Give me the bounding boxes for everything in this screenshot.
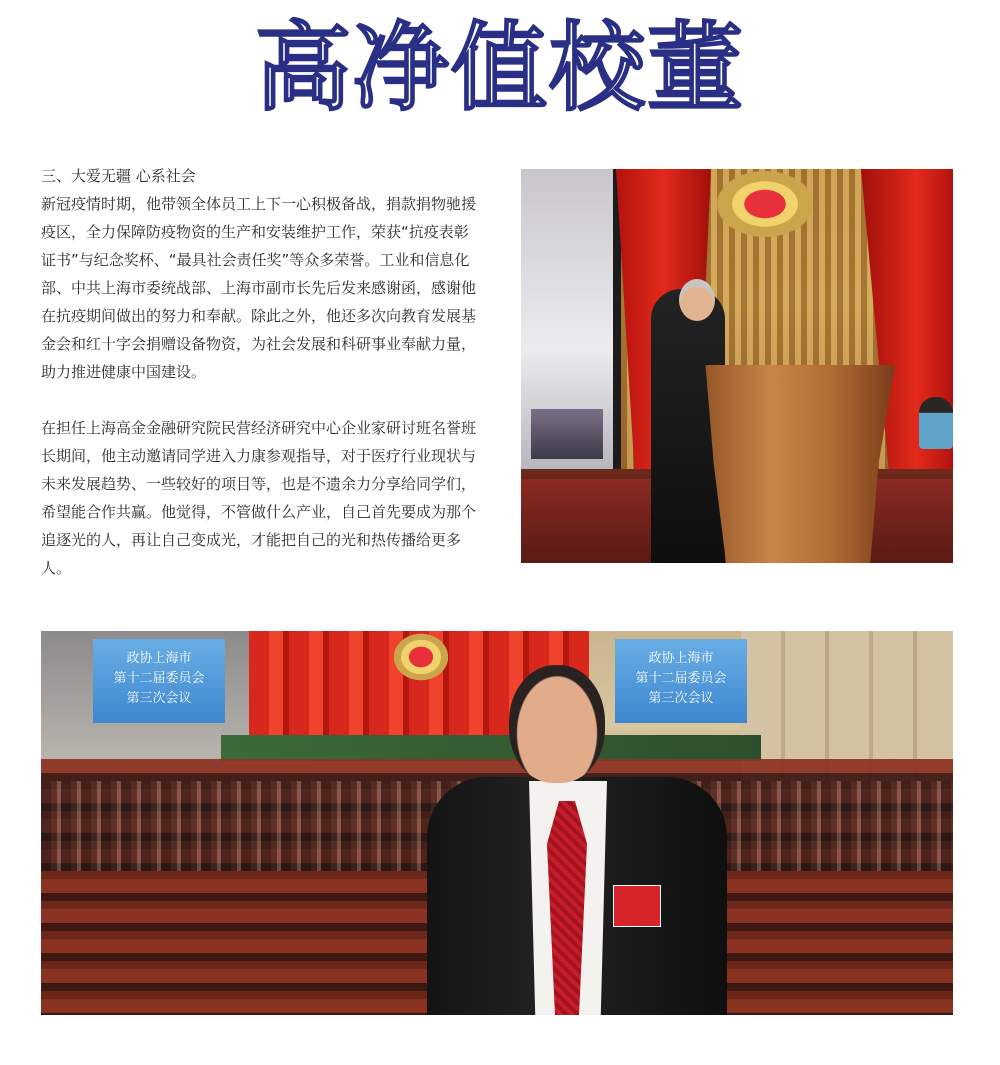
speaker-head <box>679 279 715 321</box>
screen-right-line-3: 第三次会议 <box>648 691 714 706</box>
page-title: 高净值校董 <box>255 12 745 124</box>
article-text <box>41 162 481 582</box>
emblem-icon <box>393 633 449 681</box>
seated-attendee <box>919 397 953 449</box>
person-head <box>509 665 605 783</box>
screen-right-line-1: 政协上海市 <box>648 651 714 666</box>
emblem-icon <box>717 171 813 237</box>
assembly-hall-photo <box>41 631 953 1015</box>
podium-speech-photo <box>521 169 953 563</box>
screen-left-line-1: 政协上海市 <box>126 651 192 666</box>
screen-right-line-2: 第十二届委员会 <box>635 671 727 686</box>
screen-left-line-3: 第三次会议 <box>126 691 192 706</box>
screen-left-line-2: 第十二届委员会 <box>113 671 205 686</box>
screen-left <box>93 639 225 723</box>
delegate-badge <box>613 885 661 927</box>
screen-right <box>615 639 747 723</box>
side-screen <box>521 169 621 469</box>
paragraph-2: 在担任上海高金金融研究院民营经济研究中心企业家研讨班名誉班长期间，他主动邀请同学进入力康参观指导，对于医疗行业现状与未来发展趋势、一些较好的项目等，也是不遗余力分享给同学们，希望能合作共赢。他觉得，不管做什么产业，自己首先要成为那个追逐光的人，再让自己变成光，才能把自己的光和热传播给更多人。 <box>41 419 477 577</box>
paragraph-1: 新冠疫情时期，他带领全体员工上下一心积极备战，捐款捐物驰援疫区，全力保障防疫物资的生产和安装维护工作，荣获“抗疫表彰证书”与纪念奖杯、“最具社会责任奖”等众多荣誉。工业和信息化部、中共上海市委统战部、上海市副市长先后发来感谢函，感谢他在抗疫期间做出的努力和奉献。除此之外，他还多次向教育发展基金会和红十字会捐赠设备物资，为社会发展和科研事业奉献力量，助力推进健康中国建设。 <box>41 195 477 381</box>
section-heading: 三、大爱无疆 心系社会 <box>41 167 196 185</box>
stage-plants <box>221 735 761 761</box>
screen-image <box>531 409 603 459</box>
